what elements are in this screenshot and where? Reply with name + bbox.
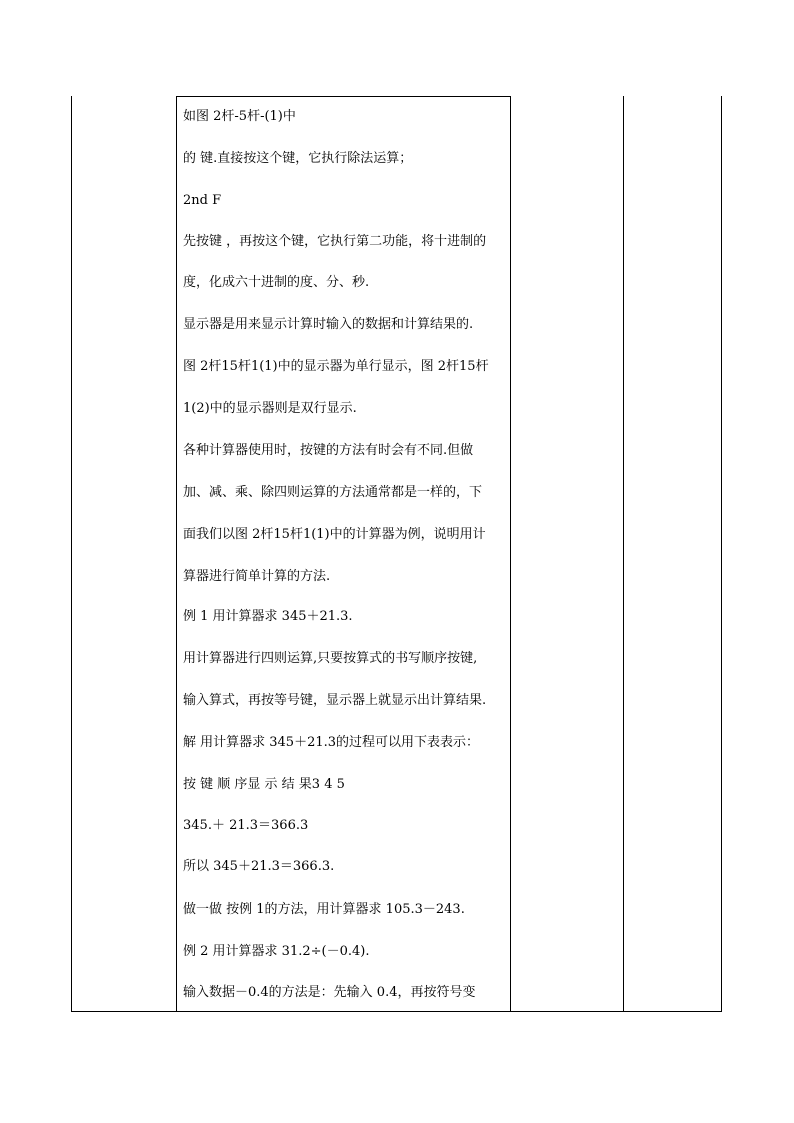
text-line: 面我们以图 2杆15杆1(1)中的计算器为例，说明用计 — [183, 527, 486, 542]
text-line: 如图 2杆-5杆-(1)中 — [183, 109, 296, 124]
table-column-divider-3 — [623, 96, 624, 1012]
text-line: 图 2杆15杆1(1)中的显示器为单行显示，图 2杆15杆 — [183, 359, 489, 374]
text-line: 加、减、乘、除四则运算的方法通常都是一样的，下 — [183, 485, 483, 500]
text-line: 例 2 用计算器求 31.2÷(－0.4). — [183, 944, 370, 959]
text-line: 的 键.直接按这个键，它执行除法运算； — [183, 151, 413, 166]
text-line: 各种计算器使用时，按键的方法有时会有不同.但做 — [183, 443, 474, 458]
text-line: 2nd F — [183, 193, 222, 208]
text-line: 显示器是用来显示计算时输入的数据和计算结果的. — [183, 317, 474, 332]
text-line: 解 用计算器求 345＋21.3的过程可以用下表表示： — [183, 735, 480, 750]
text-line: 度，化成六十进制的度、分、秒. — [183, 275, 370, 290]
text-line: 按 键 顺 序显 示 结 果3 4 5 — [183, 777, 345, 792]
table-column-divider-2 — [510, 96, 511, 1012]
text-line: 输入算式，再按等号键，显示器上就显示出计算结果. — [183, 693, 487, 708]
text-line: 所以 345＋21.3＝366.3. — [183, 859, 335, 874]
text-line: 345.＋ 21.3＝366.3 — [183, 818, 309, 833]
table-bottom-border — [71, 1011, 722, 1012]
text-line: 例 1 用计算器求 345＋21.3. — [183, 609, 353, 624]
text-line: 做一做 按例 1的方法，用计算器求 105.3－243. — [183, 902, 465, 917]
text-line: 输入数据－0.4的方法是：先输入 0.4，再按符号变 — [183, 985, 476, 1000]
table-border-left — [71, 96, 72, 1012]
table-column-divider-1 — [176, 96, 177, 1012]
text-line: 用计算器进行四则运算,只要按算式的书写顺序按键, — [183, 651, 478, 666]
text-line: 1(2)中的显示器则是双行显示. — [183, 401, 357, 416]
content-cell-top-border — [176, 96, 511, 97]
text-line: 算器进行简单计算的方法. — [183, 569, 331, 584]
table-border-right — [721, 96, 722, 1012]
text-line: 先按键 ，再按这个键，它执行第二功能，将十进制的 — [183, 234, 487, 249]
